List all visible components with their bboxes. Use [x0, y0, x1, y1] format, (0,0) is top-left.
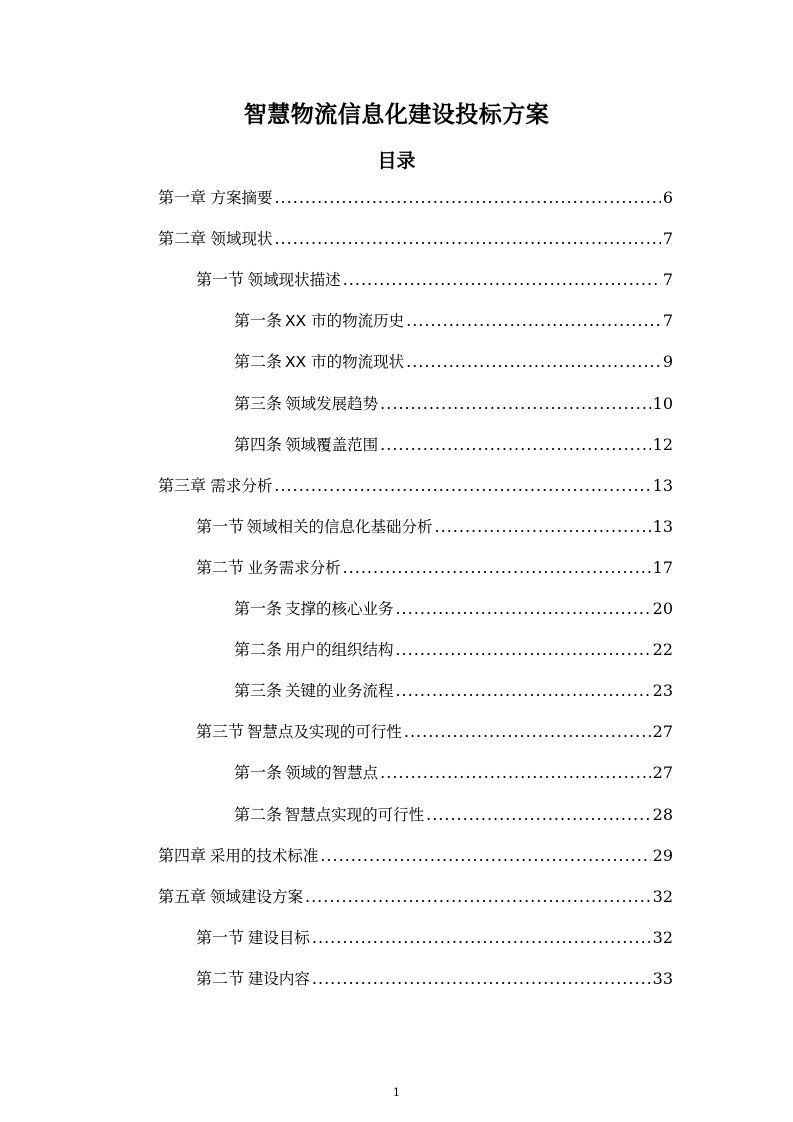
toc-entry-page: 28 [652, 804, 673, 824]
toc-entry[interactable] [196, 557, 673, 579]
dot-leader [404, 721, 651, 743]
toc-entry[interactable] [196, 968, 673, 990]
toc-entry[interactable] [158, 886, 673, 908]
toc-entry[interactable] [196, 269, 673, 291]
toc-entry-title: 需求分析 [210, 476, 273, 495]
toc-entry-page: 13 [652, 475, 673, 495]
dot-leader [395, 680, 650, 702]
dot-leader [312, 927, 651, 949]
toc-entry-number: 第五章 [158, 886, 207, 906]
toc-entry[interactable] [234, 310, 673, 332]
dot-leader [426, 804, 651, 826]
dot-leader [274, 187, 660, 209]
toc-entry[interactable] [234, 762, 673, 784]
toc-entry[interactable] [234, 434, 673, 456]
toc-entry-title: 领域建设方案 [209, 887, 303, 906]
toc-entry[interactable] [234, 393, 673, 415]
toc-entry-page: 33 [652, 968, 673, 988]
toc-heading: 目录 [377, 150, 416, 172]
document-title: 智慧物流信息化建设投标方案 [243, 102, 550, 128]
toc-entry-title: 领域的智慧点 [285, 764, 379, 783]
toc-entry-page: 13 [652, 516, 673, 536]
dot-leader [312, 968, 651, 990]
toc-entry-number: 第三条 [234, 393, 283, 413]
dot-leader [320, 845, 650, 867]
toc-entry[interactable] [234, 680, 673, 702]
toc-entry-title: 领域现状描述 [247, 271, 341, 290]
dot-leader [406, 351, 661, 373]
toc-entry-title: XX 市的物流历史 [284, 312, 405, 331]
dot-leader [274, 475, 650, 497]
toc-entry[interactable] [234, 804, 673, 826]
dot-leader [395, 598, 650, 620]
dot-leader [343, 557, 651, 579]
toc-entry-number: 第四条 [234, 434, 283, 454]
toc-entry-title: 智慧点及实现的可行性 [246, 723, 402, 742]
toc-entry-page: 20 [652, 599, 673, 618]
dot-leader [343, 269, 661, 291]
dot-leader [395, 639, 650, 661]
toc-entry-page: 6 [662, 188, 673, 207]
toc-entry-title: 领域相关的信息化基础分析 [246, 517, 433, 536]
dot-leader [380, 393, 651, 415]
toc-entry-page: 9 [662, 352, 673, 372]
toc-entry-number: 第三节 [196, 722, 245, 742]
toc-entry-title: 建设内容 [247, 969, 310, 988]
toc-entry-page: 27 [652, 763, 673, 783]
toc-entry[interactable] [158, 475, 673, 497]
toc-entry-title: 用户的组织结构 [284, 641, 394, 660]
toc-entry-page: 22 [652, 640, 673, 660]
toc-entry[interactable] [196, 721, 673, 743]
toc-entry-number: 第一节 [196, 927, 245, 947]
toc-entry-page: 10 [652, 393, 673, 413]
toc-entry-number: 第三条 [234, 681, 283, 701]
toc-entry-number: 第二条 [234, 640, 283, 660]
toc-entry-page: 27 [652, 722, 673, 742]
dot-leader [406, 310, 661, 332]
toc-entry-number: 第二条 [234, 804, 283, 824]
toc-entry-title: 支撑的核心业务 [284, 600, 394, 618]
dot-leader [380, 434, 651, 456]
dot-leader [305, 886, 651, 908]
dot-leader [435, 516, 651, 538]
toc-entry-number: 第一条 [234, 763, 283, 783]
page-number: 1 [393, 1086, 400, 1099]
dot-leader [380, 762, 651, 784]
toc-entry-number: 第二章 [158, 229, 207, 249]
toc-entry-page: 32 [652, 886, 673, 906]
toc-entry-title: 领域发展趋势 [285, 394, 379, 413]
toc-entry-number: 第四章 [158, 845, 207, 865]
toc-entry[interactable] [158, 228, 673, 250]
toc-entry-number: 第二条 [234, 352, 283, 372]
toc-entry-title: 方案摘要 [210, 189, 273, 207]
toc-entry-page: 12 [652, 434, 673, 454]
toc-entry-page: 23 [652, 681, 673, 701]
toc-entry-number: 第二节 [196, 968, 245, 988]
toc-entry[interactable] [234, 351, 673, 373]
toc-entry-number: 第一条 [234, 599, 283, 618]
toc-entry-page: 7 [662, 270, 673, 290]
toc-entry[interactable] [196, 927, 673, 949]
toc-entry-title: 领域现状 [210, 230, 273, 249]
toc-entry[interactable] [158, 187, 673, 209]
toc-entry-title: 智慧点实现的可行性 [284, 805, 425, 824]
toc-entry-number: 第一节 [196, 516, 245, 536]
toc-entry-title: 采用的技术标准 [209, 846, 319, 865]
toc-entry-title: 关键的业务流程 [284, 682, 394, 701]
toc-entry-title: 业务需求分析 [247, 558, 341, 577]
toc-entry-title: 领域覆盖范围 [285, 435, 379, 454]
toc-entry-number: 第三章 [158, 475, 207, 495]
toc-entry-number: 第一章 [158, 188, 207, 207]
dot-leader [274, 228, 660, 250]
toc-entry[interactable] [196, 516, 673, 538]
toc-entry-number: 第二节 [196, 557, 245, 577]
toc-entry-page: 29 [652, 845, 673, 865]
toc-entry-page: 7 [662, 229, 673, 249]
toc-entry-number: 第一节 [196, 270, 245, 290]
toc-entry-number: 第一条 [234, 311, 283, 331]
toc-entry[interactable] [158, 845, 673, 867]
toc-entry[interactable] [234, 598, 673, 620]
toc-entry-page: 32 [652, 927, 673, 947]
toc-entry-page: 17 [652, 557, 673, 577]
toc-entry[interactable] [234, 639, 673, 661]
toc-entry-page: 7 [662, 311, 673, 331]
toc-entry-title: 建设目标 [247, 928, 310, 947]
toc-entry-title: XX 市的物流现状 [284, 353, 405, 372]
